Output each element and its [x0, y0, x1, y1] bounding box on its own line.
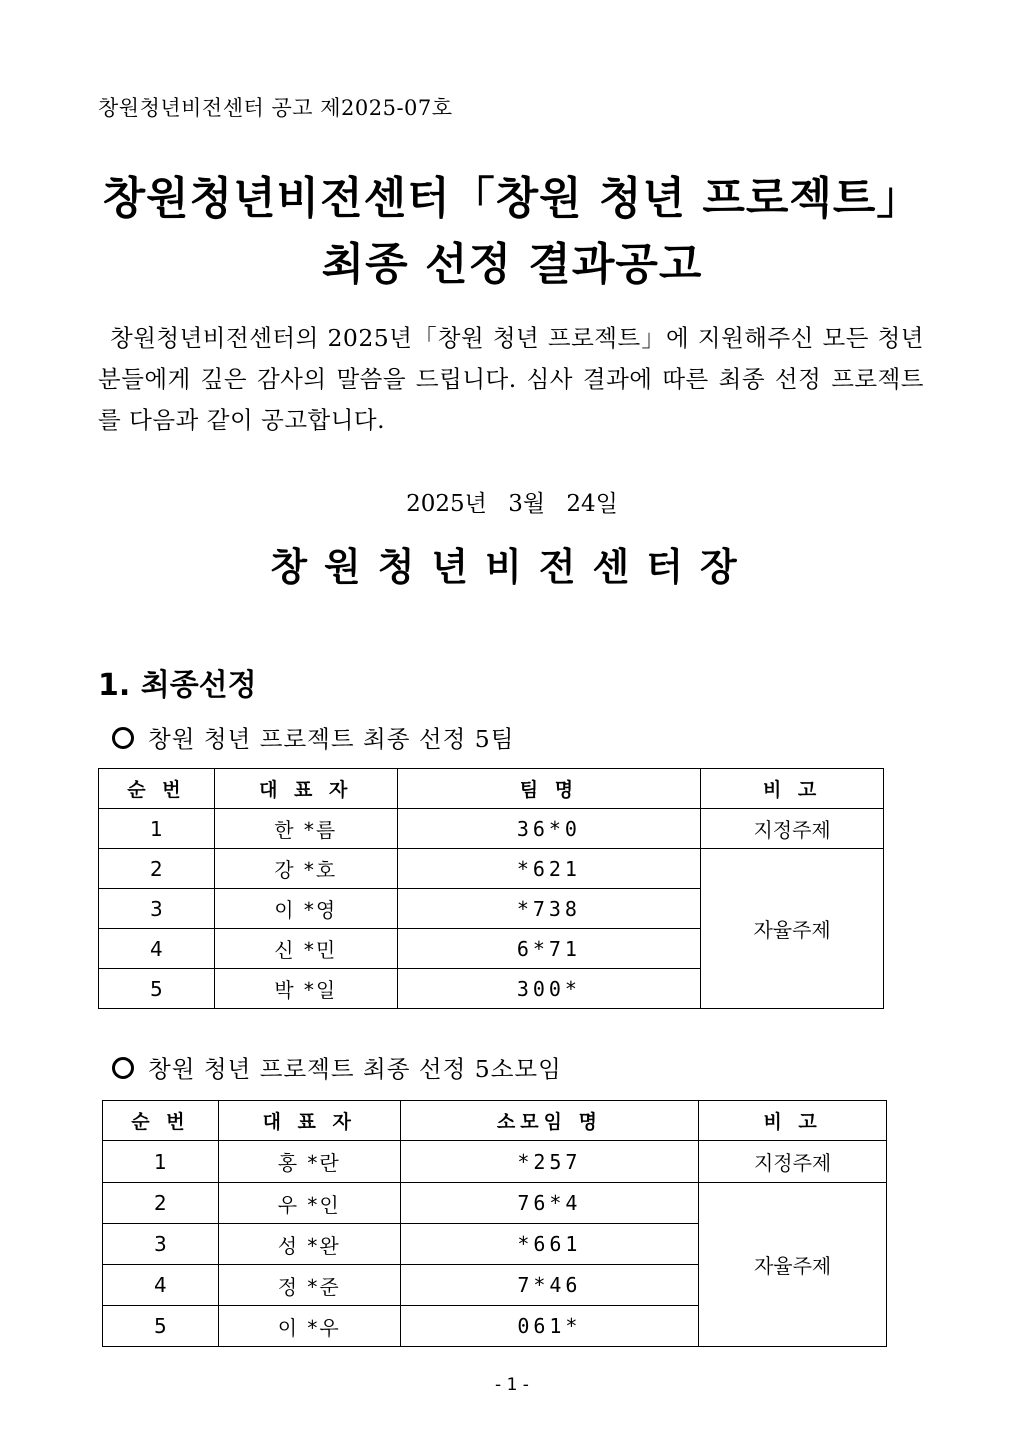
- document-title-line1: 창원청년비전센터「창원 청년 프로젝트」: [102, 173, 922, 224]
- col-header-team-name: 팀 명: [397, 769, 701, 809]
- team-name: 36*0: [397, 809, 701, 849]
- col-header-number: 순 번: [99, 769, 215, 809]
- representative-name: 우 *인: [218, 1183, 400, 1224]
- notice-number: 창원청년비전센터 공고 제2025-07호: [98, 96, 453, 120]
- col-header-group-name: 소모임 명: [400, 1101, 699, 1141]
- groups-subheading-text: 창원 청년 프로젝트 최종 선정 5소모임: [148, 1055, 562, 1083]
- table-header-row: [103, 1101, 887, 1141]
- col-header-note: 비 고: [701, 769, 884, 809]
- row-number: 4: [99, 929, 215, 969]
- table-row: [103, 1183, 887, 1224]
- page-number: - 1 -: [495, 1375, 529, 1395]
- representative-name: 성 *완: [218, 1224, 400, 1265]
- row-number: 5: [99, 969, 215, 1009]
- team-name: 6*71: [397, 929, 701, 969]
- row-number: 1: [99, 809, 215, 849]
- circle-bullet-icon: [112, 1057, 134, 1079]
- col-header-number: 순 번: [103, 1101, 219, 1141]
- representative-name: 한 *름: [214, 809, 397, 849]
- row-number: 1: [103, 1141, 219, 1183]
- team-name: *621: [397, 849, 701, 889]
- section-heading: 1. 최종선정: [98, 668, 257, 703]
- note-cell: 지정주제: [701, 809, 884, 849]
- representative-name: 이 *영: [214, 889, 397, 929]
- groups-table: [102, 1100, 887, 1347]
- representative-name: 강 *호: [214, 849, 397, 889]
- representative-name: 홍 *란: [218, 1141, 400, 1183]
- table-row: [99, 809, 884, 849]
- representative-name: 박 *일: [214, 969, 397, 1009]
- teams-subheading: [112, 720, 514, 754]
- group-name: 061*: [400, 1306, 699, 1347]
- note-cell-merged: 자율주제: [701, 849, 884, 1009]
- representative-name: 이 *우: [218, 1306, 400, 1347]
- representative-name: 신 *민: [214, 929, 397, 969]
- col-header-representative: 대 표 자: [218, 1101, 400, 1141]
- teams-subheading-text: 창원 청년 프로젝트 최종 선정 5팀: [148, 725, 515, 753]
- teams-table: [98, 768, 884, 1009]
- row-number: 4: [103, 1265, 219, 1306]
- note-cell-merged: 자율주제: [699, 1183, 887, 1347]
- table-row: [103, 1141, 887, 1183]
- groups-subheading: [112, 1050, 562, 1084]
- team-name: *738: [397, 889, 701, 929]
- col-header-note: 비 고: [699, 1101, 887, 1141]
- row-number: 3: [99, 889, 215, 929]
- document-title-line2: 최종 선정 결과공고: [321, 239, 703, 290]
- intro-paragraph: 창원청년비전센터의 2025년「창원 청년 프로젝트」에 지원해주신 모든 청년분들에게 깊은 감사의 말씀을 드립니다. 심사 결과에 따른 최종 선정 프로젝트를 다음과 같이 공고합니다.: [98, 324, 924, 434]
- announcement-date: 2025년 3월 24일: [406, 491, 618, 517]
- representative-name: 정 *준: [218, 1265, 400, 1306]
- circle-bullet-icon: [112, 727, 134, 749]
- row-number: 3: [103, 1224, 219, 1265]
- group-name: 76*4: [400, 1183, 699, 1224]
- group-name: *257: [400, 1141, 699, 1183]
- group-name: 7*46: [400, 1265, 699, 1306]
- issuer-name: 창원청년비전센터장: [270, 545, 754, 589]
- col-header-representative: 대 표 자: [214, 769, 397, 809]
- team-name: 300*: [397, 969, 701, 1009]
- row-number: 5: [103, 1306, 219, 1347]
- row-number: 2: [103, 1183, 219, 1224]
- note-cell: 지정주제: [699, 1141, 887, 1183]
- table-row: [99, 849, 884, 889]
- table-header-row: [99, 769, 884, 809]
- group-name: *661: [400, 1224, 699, 1265]
- row-number: 2: [99, 849, 215, 889]
